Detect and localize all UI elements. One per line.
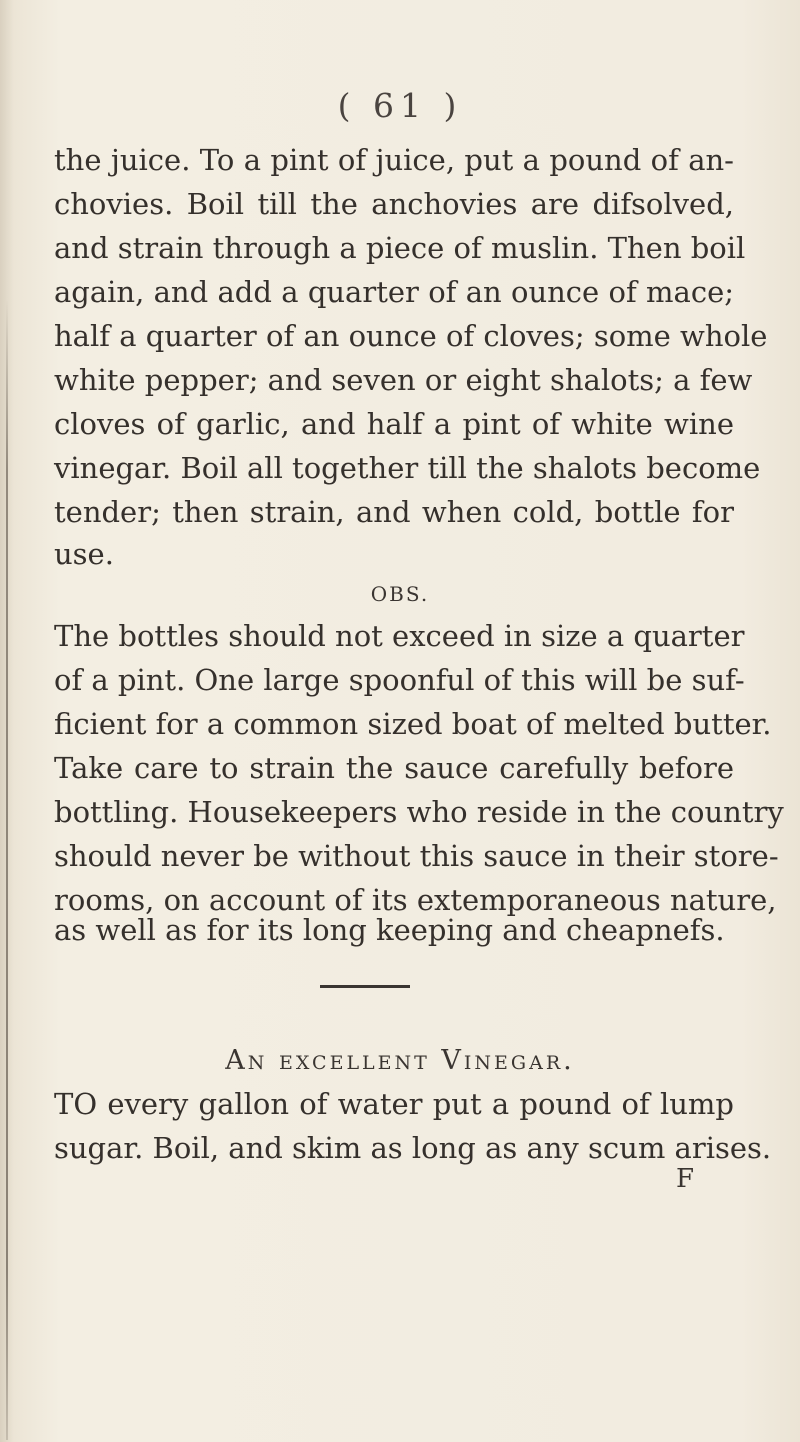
catchword: F xyxy=(676,1164,695,1194)
text-line: half a quarter of an ounce of cloves; some whole xyxy=(54,319,768,353)
text-line: Take care to strain the sauce carefully before xyxy=(54,751,734,785)
text-line: chovies. Boil till the anchovies are difsolved, xyxy=(54,187,734,221)
text-line: as well as for its long keeping and cheapnefs. xyxy=(54,913,725,947)
text-line: should never be without this sauce in their store- xyxy=(54,839,779,873)
section-divider xyxy=(320,985,410,988)
text-line: rooms, on account of its extemporaneous nature, xyxy=(54,883,777,917)
section-heading-obs: OBS. xyxy=(370,582,430,606)
text-line: bottling. Housekeepers who reside in the country xyxy=(54,795,784,829)
text-line: again, and add a quarter of an ounce of mace; xyxy=(54,275,734,309)
text-line: and strain through a piece of muslin. Then boil xyxy=(54,231,746,265)
text-line: sugar. Boil, and skim as long as any scum arises. xyxy=(54,1131,772,1165)
page-number: ( 61 ) xyxy=(337,86,463,125)
text-line: use. xyxy=(54,537,114,571)
page-gutter-shadow xyxy=(6,300,8,1440)
text-line: The bottles should not exceed in size a quarter xyxy=(54,619,745,653)
text-line: TO every gallon of water put a pound of lump xyxy=(54,1087,734,1121)
recipe-heading: An excellent Vinegar. xyxy=(225,1045,575,1076)
text-line: vinegar. Boil all together till the shalots become xyxy=(54,451,761,485)
text-line: ficient for a common sized boat of melted butter. xyxy=(54,707,772,741)
text-line: white pepper; and seven or eight shalots; a few xyxy=(54,363,753,397)
text-line: tender; then strain, and when cold, bottle for xyxy=(54,495,734,529)
text-line: the juice. To a pint of juice, put a pound of an- xyxy=(54,143,734,177)
text-line: cloves of garlic, and half a pint of white wine xyxy=(54,407,734,441)
text-line: of a pint. One large spoonful of this will be suf- xyxy=(54,663,745,697)
